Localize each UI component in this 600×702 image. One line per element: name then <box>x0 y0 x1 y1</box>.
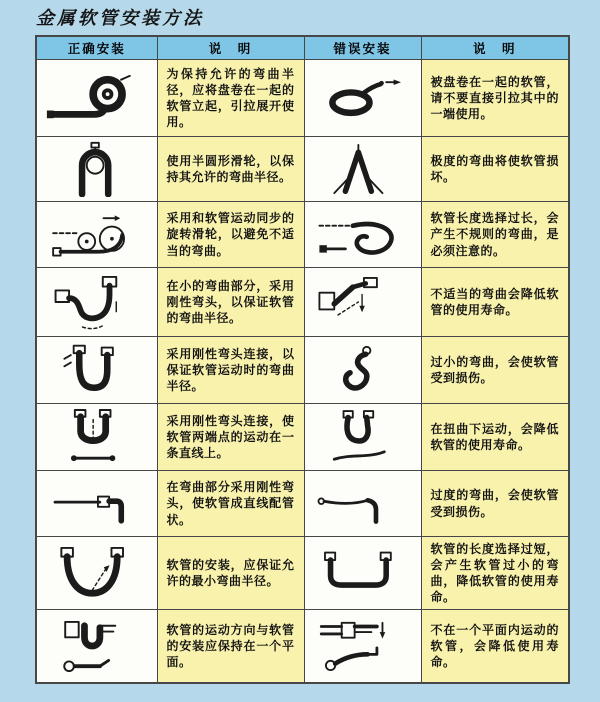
correct-image-cell <box>36 60 157 137</box>
twisted-u-hose-icon <box>312 408 414 466</box>
correct-description: 采用和软管运动同步的旋转滑轮，以避免不适当的弯曲。 <box>157 202 304 268</box>
correct-description: 软管的安装，应保证允许的最小弯曲半径。 <box>157 537 304 610</box>
pulled-coil-hose-icon <box>312 69 414 127</box>
installation-methods-table <box>35 35 570 684</box>
excessive-bend-hose-icon <box>312 476 414 532</box>
correct-description: 使用半圆形滑轮，以保持其允许的弯曲半径。 <box>157 137 304 202</box>
header-row <box>36 36 569 60</box>
wrong-description: 极度的弯曲将使软管损坏。 <box>421 137 569 202</box>
wrong-description: 不在一个平面内运动的软管，会降低使用寿命。 <box>421 610 569 683</box>
wrong-description: 过度的弯曲，会使软管受到损伤。 <box>421 471 569 537</box>
correct-image-cell <box>36 202 157 268</box>
correct-image-cell <box>36 610 157 683</box>
minimum-bend-radius-u-icon <box>44 543 150 603</box>
wrong-image-cell <box>304 537 421 610</box>
wrong-description: 被盘卷在一起的软管，请不要直接引拉其中的一端使用。 <box>421 60 569 137</box>
correct-image-cell <box>36 137 157 202</box>
table-row <box>36 60 569 137</box>
rigid-elbow-small-bend-icon <box>44 273 150 331</box>
wrong-image-cell <box>304 471 421 537</box>
wrong-image-cell <box>304 610 421 683</box>
header-correct-install: 正确安装 <box>36 36 157 60</box>
correct-image-cell <box>36 471 157 537</box>
table-row <box>36 537 569 610</box>
table-row <box>36 404 569 471</box>
improper-bend-hose-icon <box>312 273 414 331</box>
wrong-description: 不适当的弯曲会降低软管的使用寿命。 <box>421 268 569 337</box>
header-explanation-2: 说 明 <box>421 36 569 60</box>
wrong-description: 过小的弯曲，会使软管受到损伤。 <box>421 337 569 404</box>
rotating-pulley-hose-icon <box>44 207 150 263</box>
correct-description: 在弯曲部分采用刚性弯头，使软管成直线配管状。 <box>157 471 304 537</box>
correct-image-cell <box>36 404 157 471</box>
correct-image-cell <box>36 337 157 404</box>
correct-description: 采用刚性弯头连接，使软管两端点的运动在一条直线上。 <box>157 404 304 471</box>
table-row <box>36 471 569 537</box>
correct-image-cell <box>36 537 157 610</box>
correct-description: 在小的弯曲部分，采用刚性弯头，以保证软管的弯曲半径。 <box>157 268 304 337</box>
extreme-bend-hose-icon <box>312 141 414 197</box>
wrong-image-cell <box>304 268 421 337</box>
correct-description: 采用刚性弯头连接，以保证软管运动时的弯曲半径。 <box>157 337 304 404</box>
wrong-image-cell <box>304 137 421 202</box>
short-hose-staple-icon <box>312 543 414 603</box>
correct-image-cell <box>36 268 157 337</box>
inline-motion-u-hose-icon <box>44 408 150 466</box>
table-row <box>36 137 569 202</box>
correct-description: 为保持允许的弯曲半径，应将盘卷在一起的软管立起，引拉展开使用。 <box>157 60 304 137</box>
wrong-image-cell <box>304 404 421 471</box>
non-planar-hose-icon <box>312 615 414 677</box>
table-row <box>36 268 569 337</box>
planar-motion-hose-icon <box>44 615 150 677</box>
wrong-description: 软管长度选择过长，会产生不规则的弯曲，是必须注意的。 <box>421 202 569 268</box>
overlong-hose-loop-icon <box>312 207 414 263</box>
table-row <box>36 610 569 683</box>
table-row <box>36 202 569 268</box>
too-small-bend-hose-icon <box>312 342 414 398</box>
header-wrong-install: 错误安装 <box>304 36 421 60</box>
wrong-image-cell <box>304 202 421 268</box>
wrong-description: 在扭曲下运动，会降低软管的使用寿命。 <box>421 404 569 471</box>
wrong-description: 软管的长度选择过短，会产生软管过小的弯曲，降低软管的使用寿命。 <box>421 537 569 610</box>
standing-coil-hose-icon <box>44 69 150 127</box>
table-row <box>36 337 569 404</box>
page-title: 金属软管安装方法 <box>36 8 204 28</box>
correct-description: 软管的运动方向与软管的安装应保持在一个平面。 <box>157 610 304 683</box>
wrong-image-cell <box>304 60 421 137</box>
semicircular-pulley-hose-icon <box>44 141 150 197</box>
straight-piping-elbow-icon <box>44 476 150 532</box>
header-explanation-1: 说 明 <box>157 36 304 60</box>
rigid-elbow-u-hose-icon <box>44 342 150 398</box>
wrong-image-cell <box>304 337 421 404</box>
